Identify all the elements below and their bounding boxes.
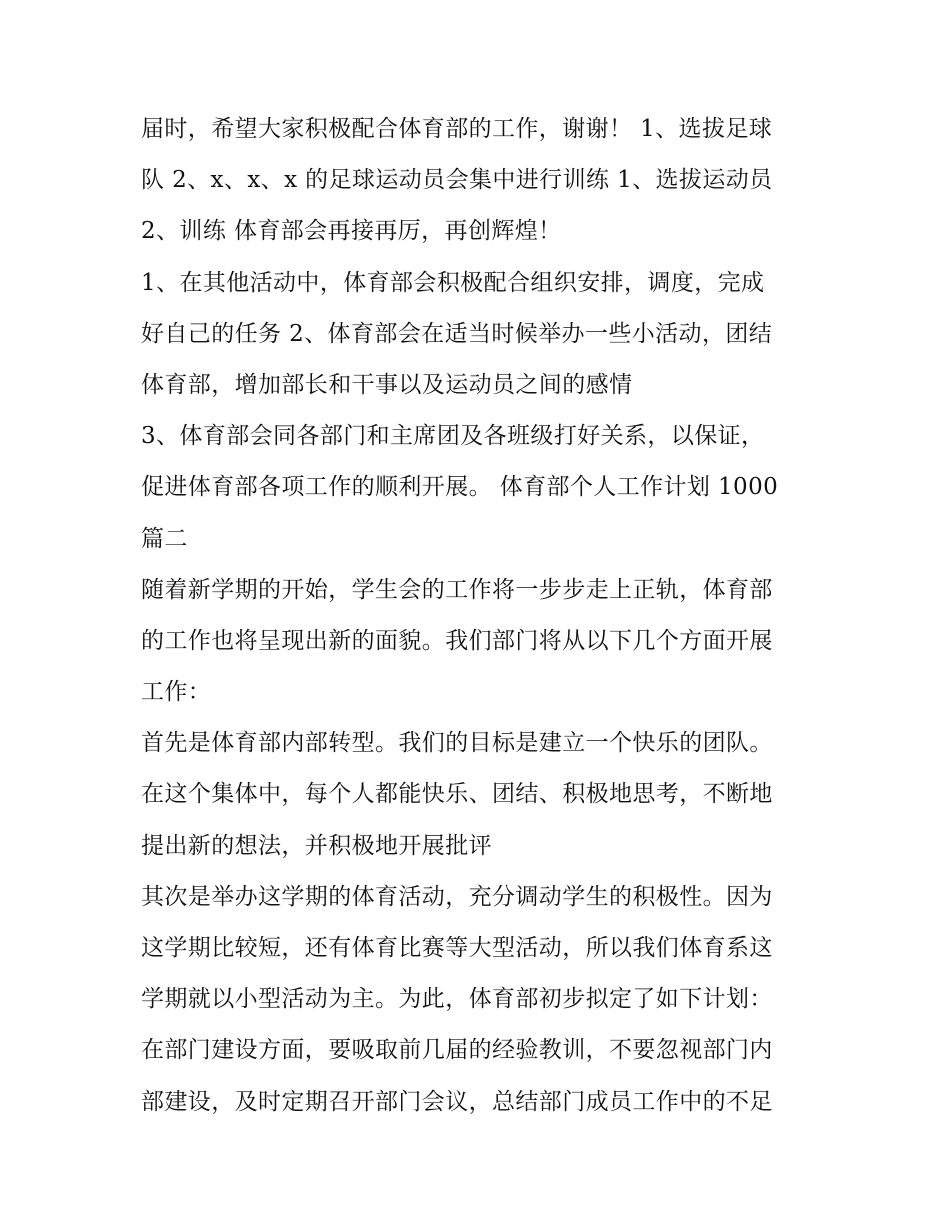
- text-line-7: 3、体育部会同各部门和主席团及各班级打好关系，以保证，: [141, 423, 765, 450]
- text-line-19: 在部门建设方面，要吸取前几届的经验教训，不要忽视部门内: [141, 1037, 773, 1064]
- text-line-11: 的工作也将呈现出新的面貌。我们部门将从以下几个方面开展: [141, 627, 773, 654]
- text-line-6: 体育部，增加部长和干事以及运动员之间的感情: [141, 371, 633, 398]
- text-line-12: 工作：: [141, 679, 212, 706]
- text-line-17: 这学期比较短，还有体育比赛等大型活动，所以我们体育系这: [141, 935, 773, 961]
- text-line-5: 好自己的任务 2、体育部会在适当时候举办一些小活动，团结: [141, 320, 773, 347]
- text-line-16: 其次是举办这学期的体育活动，充分调动学生的积极性。因为: [141, 883, 773, 910]
- text-line-2: 队 2、x、x、x 的足球运动员会集中进行训练 1、选拔运动员: [141, 167, 773, 194]
- text-line-8: 促进体育部各项工作的顺利开展。 体育部个人工作计划 1000: [141, 474, 779, 501]
- text-line-14: 在这个集体中，每个人都能快乐、团结、积极地思考，不断地: [141, 781, 773, 808]
- document-body: [141, 104, 821, 1128]
- text-line-13: 首先是体育部内部转型。我们的目标是建立一个快乐的团队。: [141, 730, 773, 757]
- text-line-20: 部建设，及时定期召开部门会议，总结部门成员工作中的不足: [141, 1088, 773, 1115]
- text-line-18: 学期就以小型活动为主。为此，体育部初步拟定了如下计划：: [141, 986, 773, 1013]
- text-line-1: 届时，希望大家积极配合体育部的工作，谢谢！ 1、选拔足球: [141, 116, 773, 142]
- text-line-15: 提出新的想法，并积极地开展批评: [141, 832, 492, 859]
- section-heading-part-two: 篇二: [141, 525, 188, 552]
- text-line-10: 随着新学期的开始，学生会的工作将一步步走上正轨，体育部: [141, 576, 773, 603]
- text-line-4: 1、在其他活动中，体育部会积极配合组织安排，调度，完成: [141, 269, 765, 296]
- text-line-3: 2、训练 体育部会再接再厉，再创辉煌！: [141, 218, 562, 245]
